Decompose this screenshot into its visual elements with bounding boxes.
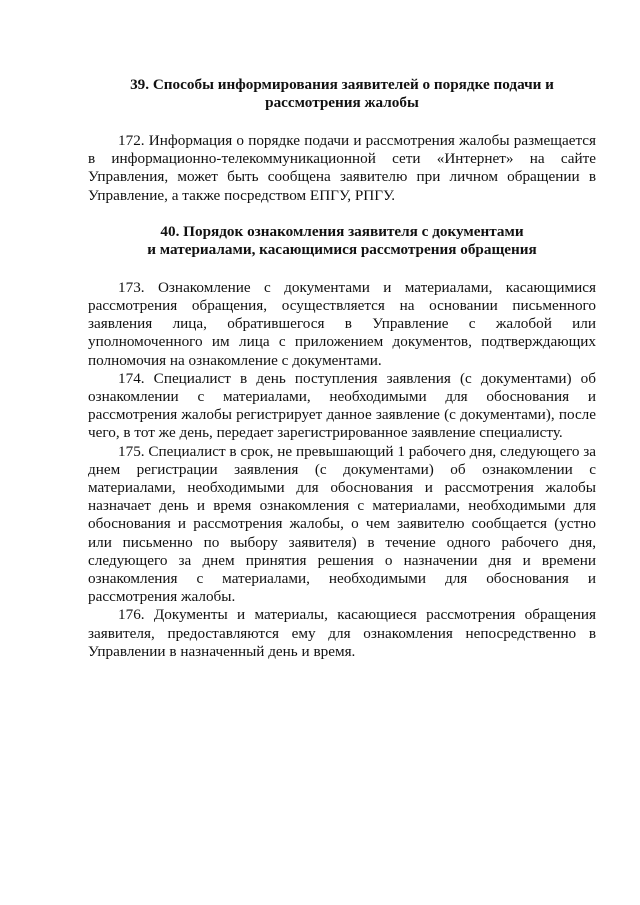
paragraph-174: 174. Специалист в день поступления заявления (с документами) об ознакомлении с материалами, необходимыми для обоснования и рассмотрения жалобы регистрирует данное заявление (с документами), после чего, в тот же день, передает зарегистрированное заявление специалисту.: [88, 369, 596, 442]
section-40-heading-line-1: 40. Порядок ознакомления заявителя с документами: [160, 222, 524, 240]
section-39-heading-line-1: 39. Способы информирования заявителей о порядке подачи и: [130, 76, 554, 93]
section-39-body: [88, 132, 596, 205]
section-39-heading: [88, 76, 596, 112]
paragraph-176: 176. Документы и материалы, касающиеся рассмотрения обращения заявителя, предоставляются ему для ознакомления непосредственно в Управлении в назначенный день и время.: [88, 606, 596, 660]
paragraph-175: 175. Специалист в срок, не превышающий 1 рабочего дня, следующего за днем регистрации заявления (с документами) об ознакомлении с материалами, необходимыми для обоснования и рассмотрения жалобы назначает день и время ознакомления с материалами, необходимыми для обоснования и рассмотрения жалобы, о чем заявителю сообщается (устно или письменно по выбору заявителя) в течение одного рабочего дня, следующего за днем принятия решения о назначении дня и времени ознакомления с материалами, необходимыми для обоснования и рассмотрения жалобы.: [88, 442, 596, 606]
section-40-heading: [88, 223, 596, 259]
section-40-heading-line-2: и материалами, касающимися рассмотрения обращения: [147, 240, 537, 258]
paragraph-173: 173. Ознакомление с документами и материалами, касающимися рассмотрения обращения, осуществляется на основании письменного заявления лица, обратившегося в Управление с жалобой или уполномоченного им лица с приложением документов, подтверждающих полномочия на ознакомление с документами.: [88, 278, 596, 369]
section-39-heading-line-2: рассмотрения жалобы: [265, 94, 419, 111]
document-page: [88, 76, 596, 661]
section-40-body: [88, 279, 596, 661]
paragraph-172: 172. Информация о порядке подачи и рассмотрения жалобы размещается в информационно-телекоммуникационной сети «Интернет» на сайте Управления, может быть сообщена заявителю при личном обращении в Управление, а также посредством ЕПГУ, РПГУ.: [88, 132, 596, 204]
